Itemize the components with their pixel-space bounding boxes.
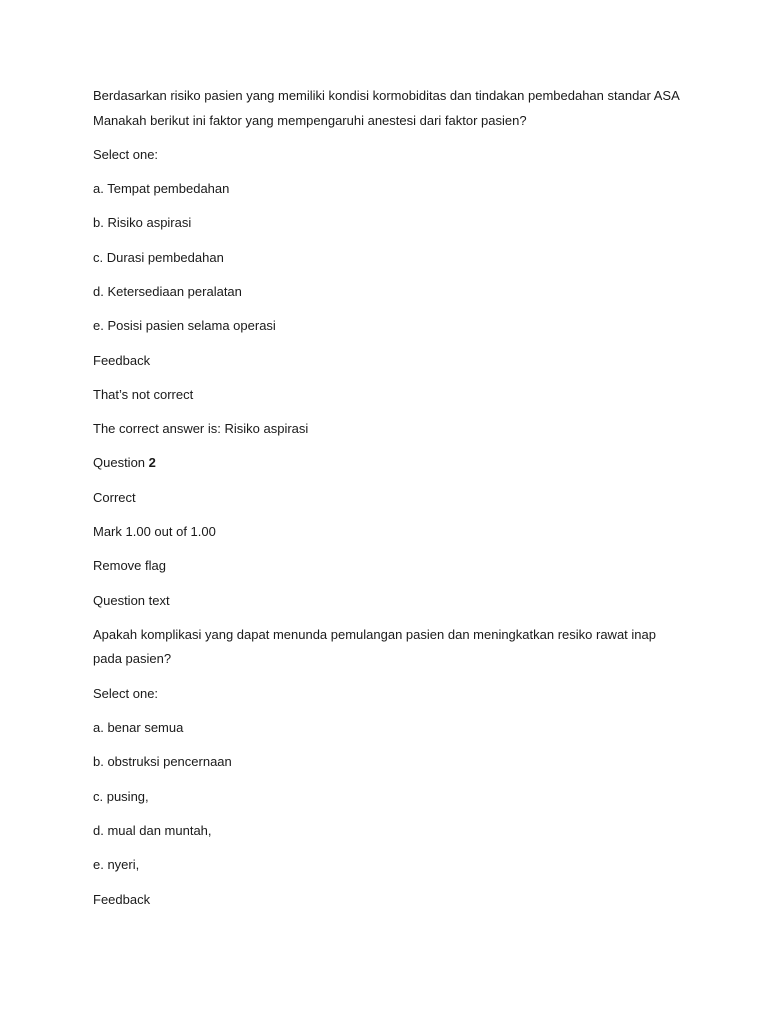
q2-status: Correct: [93, 489, 136, 505]
q1-text-line-1: Berdasarkan risiko pasien yang memiliki kondisi kormobiditas dan tindakan pembedahan standar ASA: [93, 88, 680, 103]
q1-option-b[interactable]: b. Risiko aspirasi: [93, 215, 192, 231]
q1-option-a[interactable]: a. Tempat pembedahan: [93, 181, 230, 197]
document-page: [93, 86, 693, 914]
q2-number: 2: [148, 455, 156, 471]
q2-remove-flag[interactable]: Remove flag: [93, 558, 166, 574]
q2-mark: Mark 1.00 out of 1.00: [93, 524, 216, 540]
q2-option-b[interactable]: b. obstruksi pencernaan: [93, 754, 232, 770]
q2-option-e[interactable]: e. nyeri,: [93, 857, 140, 873]
q2-heading: [93, 453, 693, 478]
q2-feedback-label: Feedback: [93, 891, 151, 907]
q2-text-line-1: Apakah komplikasi yang dapat menunda pemulangan pasien dan meningkatkan resiko rawat inap: [93, 626, 656, 642]
q1-select-label: Select one:: [93, 146, 159, 162]
q1-feedback-label: Feedback: [93, 352, 151, 368]
q1-feedback-result: That’s not correct: [93, 386, 194, 402]
q1-option-d[interactable]: d. Ketersediaan peralatan: [93, 283, 242, 299]
q2-option-c[interactable]: c. pusing,: [93, 788, 149, 804]
q1-correct-answer: The correct answer is: Risiko aspirasi: [93, 421, 309, 437]
q1-text-line-2: Manakah berikut ini faktor yang mempengaruhi anestesi dari faktor pasien?: [93, 112, 527, 128]
q2-select-label: Select one:: [93, 685, 159, 701]
q2-label: Question: [93, 455, 149, 471]
q2-option-a[interactable]: a. benar semua: [93, 720, 184, 736]
q2-text-line-2: pada pasien?: [93, 651, 172, 667]
q2-text-label: Question text: [93, 592, 170, 608]
q1-option-c[interactable]: c. Durasi pembedahan: [93, 249, 224, 265]
q2-option-d[interactable]: d. mual dan muntah,: [93, 822, 212, 838]
q1-option-e[interactable]: e. Posisi pasien selama operasi: [93, 318, 276, 334]
